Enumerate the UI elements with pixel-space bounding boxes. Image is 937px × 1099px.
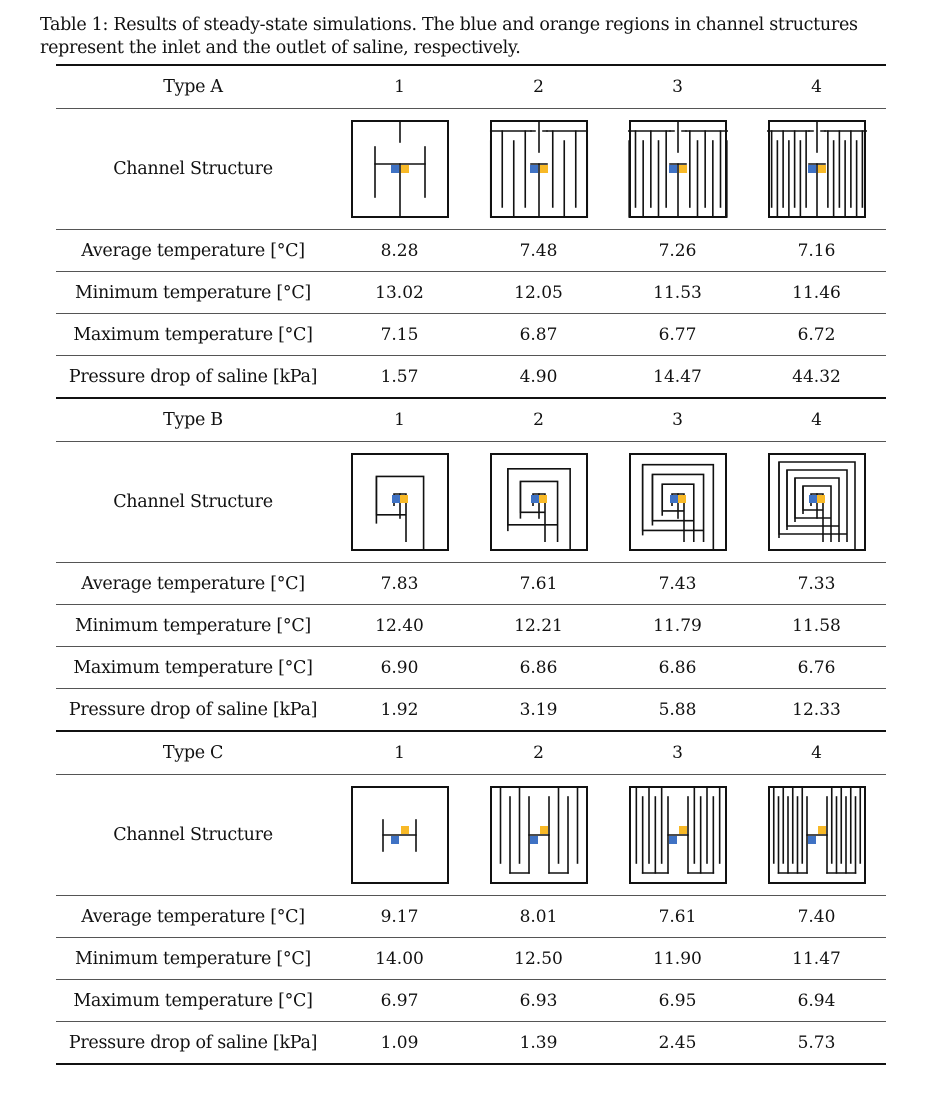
channel-structure-cell <box>747 119 886 219</box>
value-cell: 8.01 <box>519 906 558 927</box>
value-cell: 12.50 <box>514 948 563 969</box>
column-header: 4 <box>811 743 822 763</box>
value-cell: 1.09 <box>380 1032 419 1053</box>
column-header: 3 <box>672 77 683 97</box>
row-label: Maximum temperature [°C] <box>73 990 313 1011</box>
table-row <box>56 230 886 271</box>
row-label: Minimum temperature [°C] <box>75 615 311 636</box>
outlet-marker <box>540 826 548 834</box>
inlet-marker <box>530 165 538 173</box>
section-header-row <box>56 66 886 108</box>
inlet-marker <box>392 495 400 503</box>
row-label: Minimum temperature [°C] <box>75 282 311 303</box>
value-cell: 9.17 <box>380 906 419 927</box>
channel-structure-diagram <box>350 452 450 552</box>
column-header: 2 <box>533 743 544 763</box>
column-header: 1 <box>394 743 405 763</box>
outlet-marker <box>539 495 547 503</box>
table-row <box>56 938 886 979</box>
value-cell: 6.93 <box>519 990 558 1011</box>
row-label: Maximum temperature [°C] <box>73 657 313 678</box>
value-cell: 6.87 <box>519 324 558 345</box>
value-cell: 6.76 <box>797 657 836 678</box>
value-cell: 11.90 <box>653 948 702 969</box>
value-cell: 8.28 <box>380 240 419 261</box>
inlet-marker <box>391 836 399 844</box>
channel-structure-diagram <box>767 785 867 885</box>
section-type-label: Type C <box>162 743 224 763</box>
channel-structure-diagram <box>767 119 867 219</box>
results-table <box>56 64 886 1065</box>
outlet-marker <box>540 165 548 173</box>
inlet-marker <box>809 495 817 503</box>
value-cell: 1.57 <box>380 366 419 387</box>
value-cell: 6.97 <box>380 990 419 1011</box>
inlet-marker <box>808 836 816 844</box>
channel-structure-row <box>56 109 886 229</box>
row-label: Average temperature [°C] <box>81 240 305 261</box>
value-cell: 12.21 <box>514 615 563 636</box>
value-cell: 5.73 <box>797 1032 836 1053</box>
column-header: 1 <box>394 410 405 430</box>
channel-structure-diagram <box>628 119 728 219</box>
value-cell: 7.43 <box>658 573 697 594</box>
table-row <box>56 563 886 604</box>
inlet-marker <box>531 495 539 503</box>
table-row <box>56 605 886 646</box>
table-row <box>56 689 886 730</box>
channel-structure-cell <box>608 785 747 885</box>
row-label: Maximum temperature [°C] <box>73 324 313 345</box>
table-row <box>56 272 886 313</box>
value-cell: 11.58 <box>792 615 841 636</box>
section-header-row <box>56 399 886 441</box>
table-rule <box>56 1063 886 1065</box>
value-cell: 1.92 <box>380 699 419 720</box>
value-cell: 12.05 <box>514 282 563 303</box>
outlet-marker <box>679 826 687 834</box>
channel-structure-label: Channel Structure <box>113 159 273 179</box>
value-cell: 11.47 <box>792 948 841 969</box>
outlet-marker <box>678 495 686 503</box>
value-cell: 11.53 <box>653 282 702 303</box>
inlet-marker <box>669 165 677 173</box>
channel-structure-row <box>56 442 886 562</box>
outlet-marker <box>818 165 826 173</box>
outlet-marker <box>818 826 826 834</box>
value-cell: 12.33 <box>792 699 841 720</box>
row-label: Pressure drop of saline [kPa] <box>68 1032 318 1053</box>
value-cell: 14.00 <box>375 948 424 969</box>
value-cell: 7.26 <box>658 240 697 261</box>
channel-structure-cell <box>469 119 608 219</box>
column-header: 2 <box>533 77 544 97</box>
value-cell: 11.79 <box>653 615 702 636</box>
value-cell: 7.48 <box>519 240 558 261</box>
inlet-marker <box>391 165 399 173</box>
channel-structure-diagram <box>489 452 589 552</box>
channel-structure-diagram <box>489 119 589 219</box>
channel-structure-diagram <box>350 119 450 219</box>
table-row <box>56 647 886 688</box>
channel-structure-cell <box>608 119 747 219</box>
value-cell: 44.32 <box>792 366 841 387</box>
value-cell: 3.19 <box>519 699 558 720</box>
channel-structure-cell <box>330 785 469 885</box>
channel-structure-diagram <box>489 785 589 885</box>
row-label: Pressure drop of saline [kPa] <box>68 699 318 720</box>
value-cell: 4.90 <box>519 366 558 387</box>
channel-structure-diagram <box>767 452 867 552</box>
value-cell: 1.39 <box>519 1032 558 1053</box>
column-header: 2 <box>533 410 544 430</box>
value-cell: 6.86 <box>519 657 558 678</box>
row-label: Average temperature [°C] <box>81 573 305 594</box>
outlet-marker <box>679 165 687 173</box>
channel-structure-cell <box>469 452 608 552</box>
value-cell: 5.88 <box>658 699 697 720</box>
channel-structure-cell <box>608 452 747 552</box>
channel-structure-diagram <box>628 785 728 885</box>
value-cell: 6.95 <box>658 990 697 1011</box>
section-type-label: Type A <box>163 77 223 97</box>
row-label: Pressure drop of saline [kPa] <box>68 366 318 387</box>
outlet-marker <box>400 495 408 503</box>
value-cell: 6.86 <box>658 657 697 678</box>
table-row <box>56 1022 886 1063</box>
value-cell: 7.33 <box>797 573 836 594</box>
row-label: Average temperature [°C] <box>81 906 305 927</box>
channel-structure-diagram <box>350 785 450 885</box>
value-cell: 7.40 <box>797 906 836 927</box>
table-row <box>56 314 886 355</box>
value-cell: 13.02 <box>375 282 424 303</box>
inlet-marker <box>670 495 678 503</box>
table-row <box>56 896 886 937</box>
outlet-marker <box>817 495 825 503</box>
inlet-marker <box>530 836 538 844</box>
channel-structure-cell <box>747 785 886 885</box>
value-cell: 6.90 <box>380 657 419 678</box>
channel-structure-label: Channel Structure <box>113 492 273 512</box>
section-header-row <box>56 732 886 774</box>
channel-structure-cell <box>469 785 608 885</box>
inlet-marker <box>669 836 677 844</box>
table-caption: Table 1: Results of steady-state simulations. The blue and orange regions in channel structures represent the inlet and the outlet of saline, respectively. <box>40 15 858 58</box>
value-cell: 11.46 <box>792 282 841 303</box>
column-header: 1 <box>394 77 405 97</box>
value-cell: 6.94 <box>797 990 836 1011</box>
channel-structure-cell <box>747 452 886 552</box>
inlet-marker <box>808 165 816 173</box>
value-cell: 6.77 <box>658 324 697 345</box>
value-cell: 7.15 <box>380 324 419 345</box>
column-header: 3 <box>672 743 683 763</box>
channel-structure-cell <box>330 452 469 552</box>
outlet-marker <box>401 826 409 834</box>
value-cell: 7.61 <box>658 906 697 927</box>
channel-structure-label: Channel Structure <box>113 825 273 845</box>
row-label: Minimum temperature [°C] <box>75 948 311 969</box>
value-cell: 7.61 <box>519 573 558 594</box>
column-header: 4 <box>811 77 822 97</box>
section-type-label: Type B <box>163 410 223 430</box>
channel-structure-diagram <box>628 452 728 552</box>
value-cell: 12.40 <box>375 615 424 636</box>
outlet-marker <box>401 165 409 173</box>
value-cell: 7.83 <box>380 573 419 594</box>
table-row <box>56 356 886 397</box>
column-header: 4 <box>811 410 822 430</box>
value-cell: 2.45 <box>658 1032 697 1053</box>
column-header: 3 <box>672 410 683 430</box>
value-cell: 6.72 <box>797 324 836 345</box>
channel-structure-cell <box>330 119 469 219</box>
table-row <box>56 980 886 1021</box>
value-cell: 7.16 <box>797 240 836 261</box>
value-cell: 14.47 <box>653 366 702 387</box>
channel-structure-row <box>56 775 886 895</box>
